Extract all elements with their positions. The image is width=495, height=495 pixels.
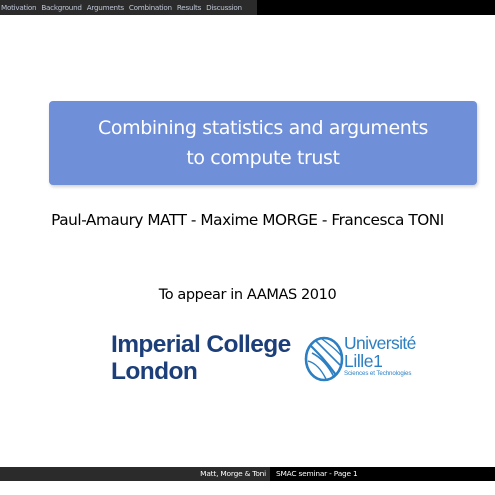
footer-left bbox=[0, 467, 270, 481]
nav-item-discussion[interactable]: Discussion bbox=[206, 3, 242, 12]
footer-bar bbox=[0, 467, 495, 481]
imperial-logo-line-2: London bbox=[111, 358, 198, 385]
venue-line: To appear in AAMAS 2010 bbox=[158, 287, 337, 303]
imperial-logo-line-1: Imperial College bbox=[111, 331, 291, 358]
title-line-1: Combining statistics and arguments bbox=[98, 117, 428, 139]
section-nav bbox=[0, 0, 257, 15]
nav-item-motivation[interactable]: Motivation bbox=[1, 3, 37, 12]
nav-item-results[interactable]: Results bbox=[176, 3, 202, 12]
title-line-2: to compute trust bbox=[186, 147, 340, 169]
footer-authors: Matt, Morge & Toni bbox=[200, 469, 266, 478]
imperial-college-logo bbox=[111, 331, 291, 385]
lille-wordmark bbox=[344, 334, 416, 378]
title-box bbox=[49, 101, 477, 185]
top-navigation-bar bbox=[0, 0, 495, 15]
lille-logo-line-3: Sciences et Technologies bbox=[344, 370, 412, 377]
lille-logo-line-2: Lille1 bbox=[344, 351, 383, 371]
lille-logo-line-1: Université bbox=[344, 333, 416, 353]
nav-item-combination[interactable]: Combination bbox=[128, 3, 172, 12]
nav-item-background[interactable]: Background bbox=[41, 3, 82, 12]
authors-line: Paul-Amaury MATT - Maxime MORGE - Francesca TONI bbox=[51, 211, 444, 229]
nav-item-arguments[interactable]: Arguments bbox=[86, 3, 124, 12]
footer-seminar-page: SMAC seminar - Page 1 bbox=[276, 469, 358, 478]
universite-lille1-logo bbox=[302, 331, 422, 385]
